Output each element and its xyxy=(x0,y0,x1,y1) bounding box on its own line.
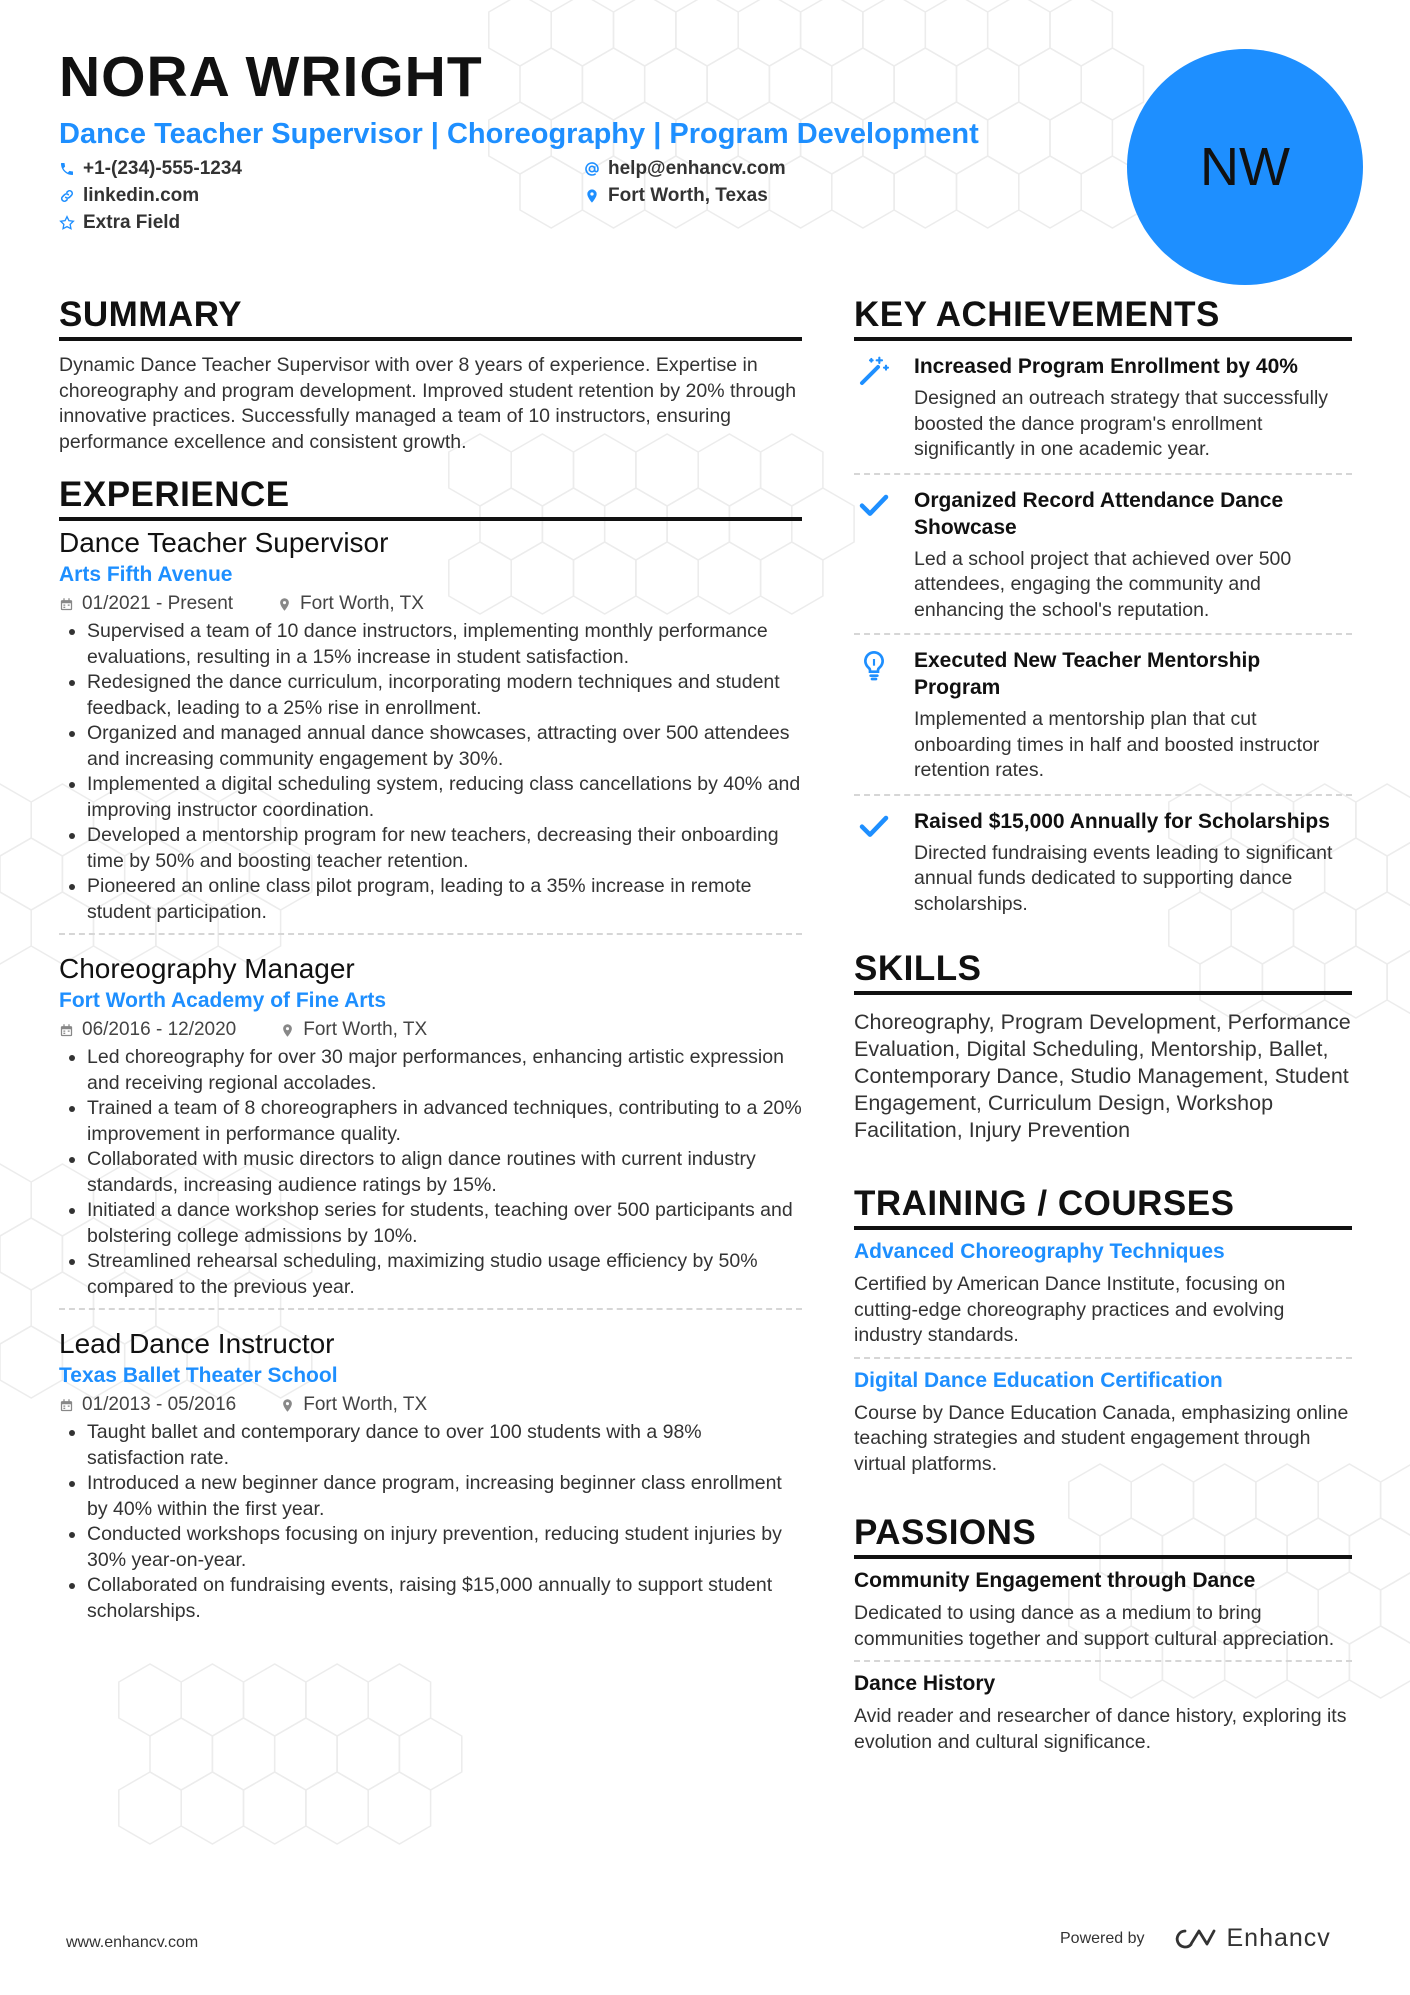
job-entry xyxy=(59,527,802,933)
magic-wand-icon xyxy=(858,355,890,387)
enhancv-logo-text: Enhancv xyxy=(1226,1924,1331,1952)
avatar: NW xyxy=(1127,49,1363,285)
job-entry xyxy=(59,1308,802,1632)
enhancv-logo-icon xyxy=(1171,1926,1217,1952)
experience-heading: EXPERIENCE xyxy=(59,475,802,521)
map-pin-icon xyxy=(584,188,600,204)
job-location: Fort Worth, TX xyxy=(303,1394,428,1415)
job-bullet: • Collaborated with music directors to align dance routines with current industry standards, increasing audience ratings by 15%. xyxy=(87,1147,802,1198)
job-meta xyxy=(59,593,802,615)
job-bullet: • Redesigned the dance curriculum, incorporating modern techniques and student feedback, leading to a 25% rise in enrollment. xyxy=(87,670,802,721)
achievements-list xyxy=(854,341,1352,927)
checkmark-icon xyxy=(858,810,890,842)
email-contact[interactable] xyxy=(584,158,786,180)
achievement-item xyxy=(854,794,1352,928)
passion-title: Dance History xyxy=(854,1672,996,1695)
achievement-body xyxy=(914,487,1352,624)
achievement-title: Executed New Teacher Mentorship Program xyxy=(914,649,1261,699)
course-item xyxy=(854,1357,1352,1486)
location-text: Fort Worth, Texas xyxy=(608,185,768,206)
job-title: Lead Dance Instructor xyxy=(59,1328,335,1359)
passion-title: Community Engagement through Dance xyxy=(854,1569,1256,1592)
link-icon xyxy=(59,188,75,204)
job-bullet: • Initiated a dance workshop series for students, teaching over 500 participants and bolstering college admissions by 10%. xyxy=(87,1198,802,1249)
job-bullet: • Organized and managed annual dance showcases, attracting over 500 attendees and increasing community engagement by 30%. xyxy=(87,721,802,772)
achievements-heading: KEY ACHIEVEMENTS xyxy=(854,295,1352,341)
job-location: Fort Worth, TX xyxy=(303,1019,428,1040)
achievement-text: Implemented a mentorship plan that cut onboarding times in half and boosted instructor retention rates. xyxy=(914,708,1320,781)
passions-list xyxy=(854,1559,1352,1763)
job-meta xyxy=(59,1019,802,1041)
star-icon xyxy=(59,215,75,231)
achievement-item xyxy=(854,473,1352,634)
company-name[interactable]: Fort Worth Academy of Fine Arts xyxy=(59,989,387,1012)
job-bullets xyxy=(59,1420,802,1624)
footer-branding[interactable] xyxy=(1060,1924,1331,1953)
achievement-title: Organized Record Attendance Dance Showcase xyxy=(914,488,1284,539)
achievement-body xyxy=(914,808,1352,918)
company-name[interactable]: Arts Fifth Avenue xyxy=(59,563,233,586)
achievement-text: Led a school project that achieved over 500 attendees, engaging the community and enhancing the school's reputation. xyxy=(914,547,1292,621)
linkedin-text: linkedin.com xyxy=(83,185,200,206)
course-item xyxy=(854,1230,1352,1357)
job-bullet: • Collaborated on fundraising events, raising $15,000 annually to support student scholarships. xyxy=(87,1573,802,1624)
job-title: Dance Teacher Supervisor xyxy=(59,527,389,558)
course-title[interactable]: Digital Dance Education Certification xyxy=(854,1368,1223,1392)
calendar-icon xyxy=(59,597,74,612)
footer-website-link[interactable]: www.enhancv.com xyxy=(66,1934,199,1951)
job-bullet: • Led choreography for over 30 major performances, enhancing artistic expression and receiving regional accolades. xyxy=(87,1045,802,1096)
job-location: Fort Worth, TX xyxy=(300,593,424,614)
achievement-body xyxy=(914,647,1352,784)
achievement-icon-wrap xyxy=(854,487,894,624)
candidate-tagline: Dance Teacher Supervisor | Choreography | Program Development xyxy=(59,118,979,150)
achievement-item xyxy=(854,341,1352,473)
achievement-title: Raised $15,000 Annually for Scholarships xyxy=(914,809,1330,833)
phone-icon xyxy=(59,161,75,177)
job-bullet: • Developed a mentorship program for new teachers, decreasing their onboarding time by 50% and boosting teacher retention. xyxy=(87,823,802,874)
left-column xyxy=(59,295,802,1632)
achievement-text: Directed fundraising events leading to significant annual funds dedicated to supporting dance scholarships. xyxy=(914,841,1333,915)
passion-text: Dedicated to using dance as a medium to bring communities together and support cultural appreciation. xyxy=(854,1602,1335,1650)
job-dates: 01/2013 - 05/2016 xyxy=(82,1394,237,1415)
at-icon xyxy=(584,161,600,177)
achievement-title: Increased Program Enrollment by 40% xyxy=(914,355,1298,378)
lightbulb-icon xyxy=(858,649,890,681)
skills-text: Choreography, Program Development, Performance Evaluation, Digital Scheduling, Mentorship, Ballet, Contemporary Dance, Studio Management, Student Engagement, Curriculum Design, Workshop Facilitation, Injury Prevention xyxy=(854,1010,1351,1142)
right-column xyxy=(854,295,1352,1763)
job-bullets xyxy=(59,619,802,925)
achievement-icon-wrap xyxy=(854,353,894,463)
job-dates: 06/2016 - 12/2020 xyxy=(82,1019,237,1040)
job-bullet: • Conducted workshops focusing on injury prevention, reducing student injuries by 30% year-on-year. xyxy=(87,1522,802,1573)
job-bullet: • Pioneered an online class pilot program, leading to a 35% increase in remote student participation. xyxy=(87,874,802,925)
training-list xyxy=(854,1230,1352,1485)
job-bullet: • Implemented a digital scheduling system, reducing class cancellations by 40% and improving instructor coordination. xyxy=(87,772,802,823)
powered-by-label: Powered by xyxy=(1060,1929,1145,1947)
achievement-icon-wrap xyxy=(854,647,894,784)
checkmark-icon xyxy=(858,489,890,521)
achievement-text: Designed an outreach strategy that successfully boosted the dance program's enrollment significantly in one academic year. xyxy=(914,387,1329,460)
extra-field-text: Extra Field xyxy=(83,212,181,233)
passions-heading: PASSIONS xyxy=(854,1513,1352,1559)
enhancv-logo xyxy=(1171,1924,1331,1953)
phone-text: +1-(234)-555-1234 xyxy=(83,158,242,179)
passion-item xyxy=(854,1660,1352,1763)
achievement-body xyxy=(914,353,1352,463)
calendar-icon xyxy=(59,1398,74,1413)
job-bullets xyxy=(59,1045,802,1300)
extra-field-contact xyxy=(59,212,180,234)
training-heading: TRAINING / COURSES xyxy=(854,1184,1352,1230)
passion-text: Avid reader and researcher of dance history, exploring its evolution and cultural significance. xyxy=(854,1705,1347,1753)
map-pin-icon xyxy=(277,597,292,612)
course-text: Course by Dance Education Canada, emphasizing online teaching strategies and student engagement through virtual platforms. xyxy=(854,1401,1349,1475)
summary-heading: SUMMARY xyxy=(59,295,802,341)
phone-contact[interactable] xyxy=(59,158,242,180)
summary-text: Dynamic Dance Teacher Supervisor with over 8 years of experience. Expertise in choreography and program development. Improved student retention by 20% through innovative practices. Successfully managed a team of 10 instructors, ensuring performance excellence and consistent growth. xyxy=(59,354,797,453)
job-entry xyxy=(59,933,802,1308)
course-text: Certified by American Dance Institute, focusing on cutting-edge choreography practices and evolving industry standards. xyxy=(854,1273,1286,1346)
achievement-icon-wrap xyxy=(854,808,894,918)
job-title: Choreography Manager xyxy=(59,953,355,984)
job-bullet: • Taught ballet and contemporary dance to over 100 students with a 98% satisfaction rate. xyxy=(87,1420,802,1471)
email-text: help@enhancv.com xyxy=(608,158,786,179)
passion-item xyxy=(854,1559,1352,1660)
linkedin-contact[interactable] xyxy=(59,185,199,207)
map-pin-icon xyxy=(280,1398,295,1413)
candidate-name: NORA WRIGHT xyxy=(59,45,483,109)
location-contact xyxy=(584,185,768,207)
job-bullet: • Streamlined rehearsal scheduling, maximizing studio usage efficiency by 50% compared to the previous year. xyxy=(87,1249,802,1300)
job-dates: 01/2021 - Present xyxy=(82,593,234,614)
job-meta xyxy=(59,1394,802,1416)
experience-list xyxy=(59,527,802,1632)
calendar-icon xyxy=(59,1023,74,1038)
course-title[interactable]: Advanced Choreography Techniques xyxy=(854,1240,1225,1263)
job-bullet: • Trained a team of 8 choreographers in advanced techniques, contributing to a 20% improvement in performance quality. xyxy=(87,1096,802,1147)
company-name[interactable]: Texas Ballet Theater School xyxy=(59,1364,338,1387)
map-pin-icon xyxy=(280,1023,295,1038)
achievement-item xyxy=(854,633,1352,794)
job-bullet: • Supervised a team of 10 dance instructors, implementing monthly performance evaluations, resulting in a 15% increase in student satisfaction. xyxy=(87,619,802,670)
job-bullet: • Introduced a new beginner dance program, increasing beginner class enrollment by 40% within the first year. xyxy=(87,1471,802,1522)
skills-heading: SKILLS xyxy=(854,949,1352,995)
